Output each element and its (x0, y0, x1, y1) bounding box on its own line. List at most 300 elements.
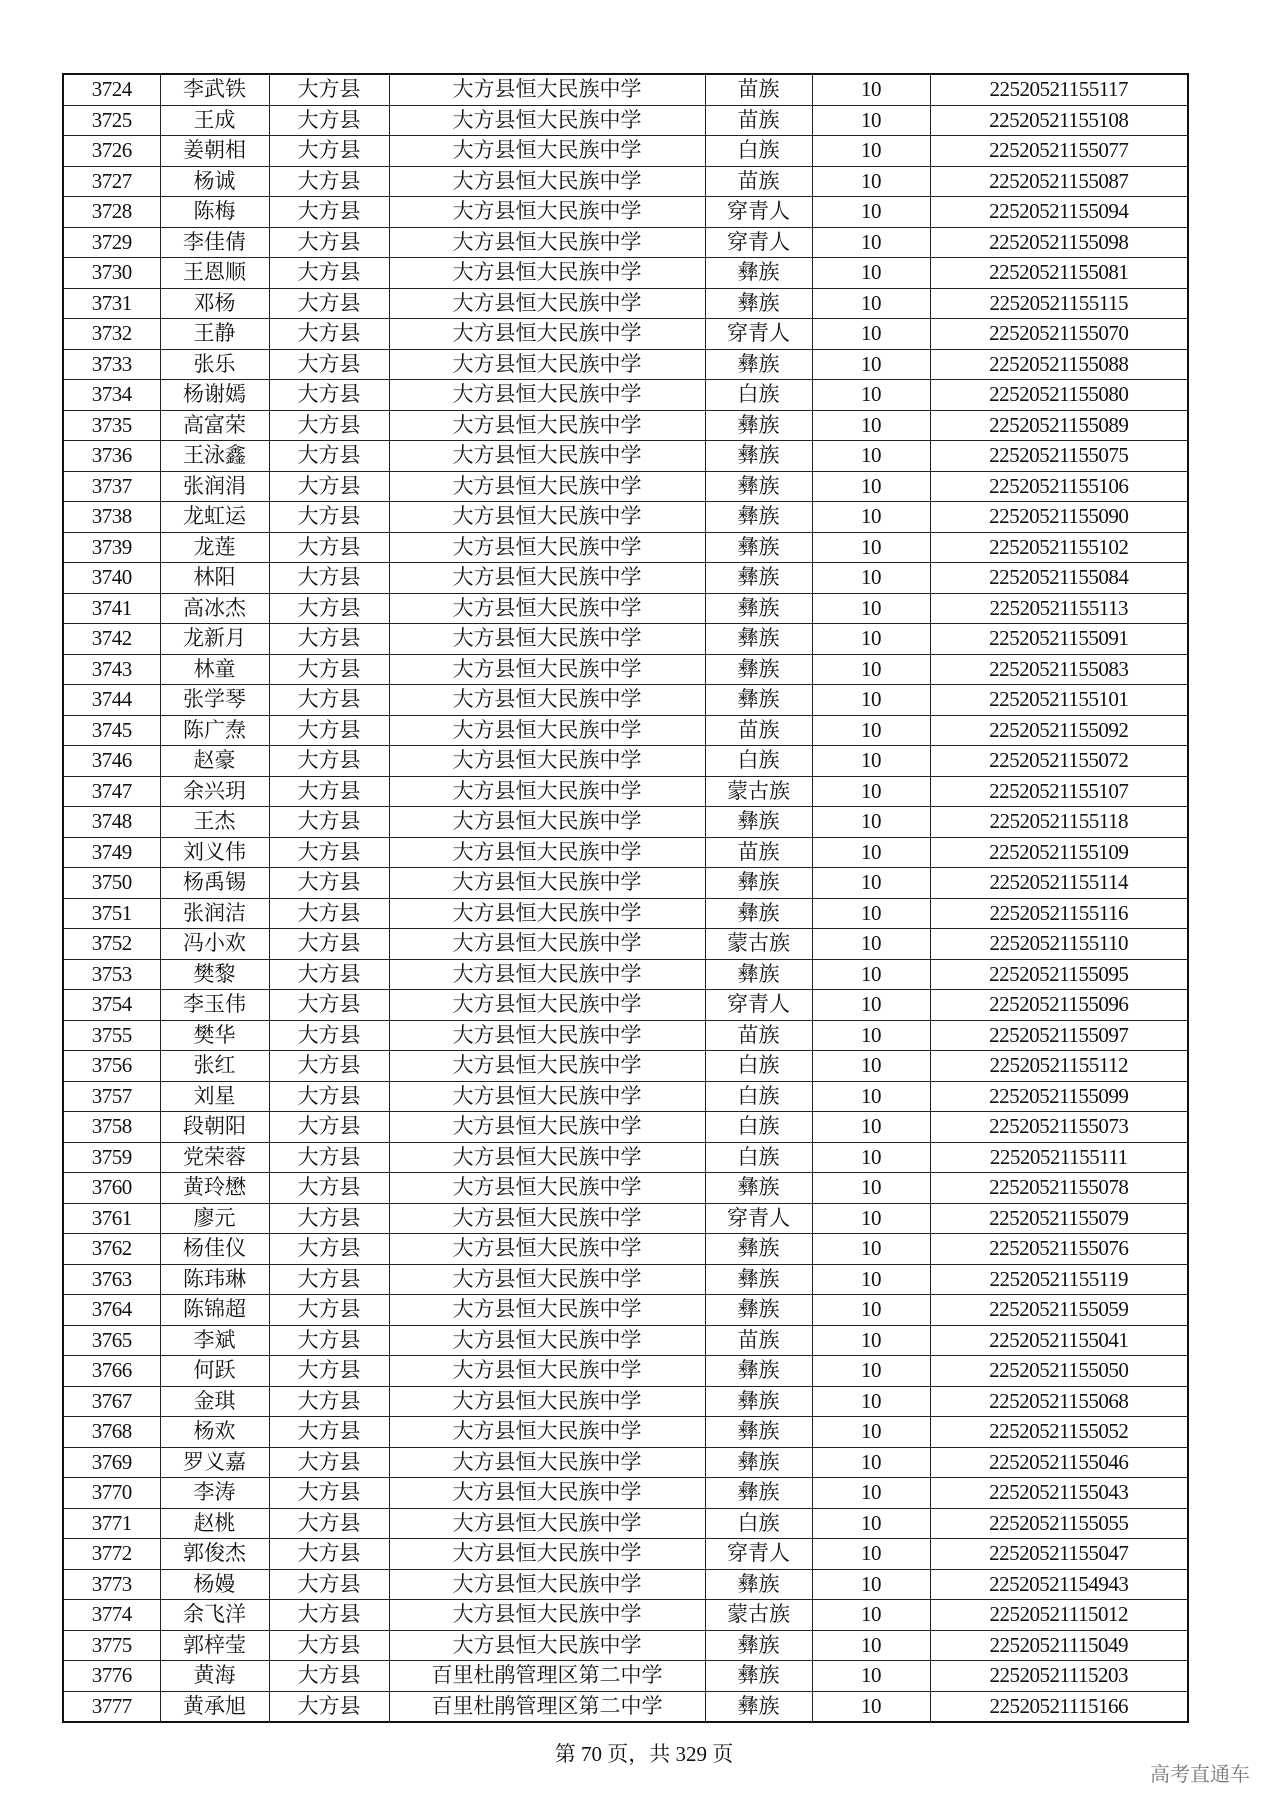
student-name-cell: 杨佳仪 (160, 1234, 269, 1265)
ethnicity-cell: 彝族 (705, 1234, 812, 1265)
grade-score-cell: 10 (812, 258, 930, 289)
table-row (63, 1295, 1188, 1326)
school-cell: 大方县恒大民族中学 (389, 807, 705, 838)
exam-id-cell: 22520521155092 (930, 715, 1188, 746)
table-row (63, 1264, 1188, 1295)
exam-id-cell: 22520521115012 (930, 1600, 1188, 1631)
student-name-cell: 黄承旭 (160, 1691, 269, 1722)
student-name-cell: 樊黎 (160, 959, 269, 990)
student-name-cell: 王静 (160, 319, 269, 350)
table-row (63, 1447, 1188, 1478)
exam-id-cell: 22520521155116 (930, 898, 1188, 929)
student-name-cell: 林阳 (160, 563, 269, 594)
table-row (63, 227, 1188, 258)
table-row (63, 1356, 1188, 1387)
student-list-table (62, 73, 1189, 1723)
row-number-cell: 3724 (63, 74, 160, 105)
student-name-cell: 冯小欢 (160, 929, 269, 960)
ethnicity-cell: 彝族 (705, 1630, 812, 1661)
grade-score-cell: 10 (812, 532, 930, 563)
grade-score-cell: 10 (812, 288, 930, 319)
student-name-cell: 王恩顺 (160, 258, 269, 289)
student-name-cell: 党荣蓉 (160, 1142, 269, 1173)
school-cell: 大方县恒大民族中学 (389, 1173, 705, 1204)
table-row (63, 1234, 1188, 1265)
table-row (63, 410, 1188, 441)
grade-score-cell: 10 (812, 1630, 930, 1661)
ethnicity-cell: 彝族 (705, 1417, 812, 1448)
exam-id-cell: 22520521155089 (930, 410, 1188, 441)
grade-score-cell: 10 (812, 1661, 930, 1692)
row-number-cell: 3774 (63, 1600, 160, 1631)
row-number-cell: 3765 (63, 1325, 160, 1356)
student-name-cell: 张润洁 (160, 898, 269, 929)
county-cell: 大方县 (269, 1508, 389, 1539)
row-number-cell: 3770 (63, 1478, 160, 1509)
student-name-cell: 黄海 (160, 1661, 269, 1692)
student-name-cell: 邓杨 (160, 288, 269, 319)
grade-score-cell: 10 (812, 1600, 930, 1631)
school-cell: 大方县恒大民族中学 (389, 319, 705, 350)
grade-score-cell: 10 (812, 410, 930, 441)
table-row (63, 1539, 1188, 1570)
exam-id-cell: 22520521155052 (930, 1417, 1188, 1448)
watermark: 高考直通车 (1150, 1762, 1250, 1786)
table-row (63, 319, 1188, 350)
ethnicity-cell: 苗族 (705, 74, 812, 105)
exam-id-cell: 22520521115049 (930, 1630, 1188, 1661)
ethnicity-cell: 白族 (705, 136, 812, 167)
table-row (63, 1081, 1188, 1112)
table-row (63, 1325, 1188, 1356)
row-number-cell: 3762 (63, 1234, 160, 1265)
school-cell: 大方县恒大民族中学 (389, 715, 705, 746)
county-cell: 大方县 (269, 1020, 389, 1051)
student-name-cell: 龙虹运 (160, 502, 269, 533)
student-name-cell: 李佳倩 (160, 227, 269, 258)
table-row (63, 380, 1188, 411)
school-cell: 大方县恒大民族中学 (389, 624, 705, 655)
grade-score-cell: 10 (812, 1508, 930, 1539)
grade-score-cell: 10 (812, 1417, 930, 1448)
student-name-cell: 赵桃 (160, 1508, 269, 1539)
county-cell: 大方县 (269, 959, 389, 990)
grade-score-cell: 10 (812, 1691, 930, 1722)
table-row (63, 776, 1188, 807)
county-cell: 大方县 (269, 837, 389, 868)
grade-score-cell: 10 (812, 1142, 930, 1173)
county-cell: 大方县 (269, 1203, 389, 1234)
grade-score-cell: 10 (812, 685, 930, 716)
row-number-cell: 3769 (63, 1447, 160, 1478)
county-cell: 大方县 (269, 105, 389, 136)
ethnicity-cell: 彝族 (705, 258, 812, 289)
school-cell: 大方县恒大民族中学 (389, 746, 705, 777)
county-cell: 大方县 (269, 593, 389, 624)
exam-id-cell: 22520521155075 (930, 441, 1188, 472)
row-number-cell: 3760 (63, 1173, 160, 1204)
table-body (63, 74, 1188, 1722)
table-row (63, 105, 1188, 136)
row-number-cell: 3744 (63, 685, 160, 716)
grade-score-cell: 10 (812, 1539, 930, 1570)
exam-id-cell: 22520521155076 (930, 1234, 1188, 1265)
row-number-cell: 3753 (63, 959, 160, 990)
school-cell: 大方县恒大民族中学 (389, 1081, 705, 1112)
table-row (63, 654, 1188, 685)
grade-score-cell: 10 (812, 1203, 930, 1234)
school-cell: 大方县恒大民族中学 (389, 166, 705, 197)
exam-id-cell: 22520521155073 (930, 1112, 1188, 1143)
ethnicity-cell: 彝族 (705, 685, 812, 716)
ethnicity-cell: 白族 (705, 1081, 812, 1112)
row-number-cell: 3763 (63, 1264, 160, 1295)
ethnicity-cell: 苗族 (705, 166, 812, 197)
row-number-cell: 3748 (63, 807, 160, 838)
school-cell: 大方县恒大民族中学 (389, 1600, 705, 1631)
ethnicity-cell: 蒙古族 (705, 929, 812, 960)
ethnicity-cell: 穿青人 (705, 1203, 812, 1234)
ethnicity-cell: 白族 (705, 1051, 812, 1082)
ethnicity-cell: 彝族 (705, 471, 812, 502)
table-row (63, 898, 1188, 929)
exam-id-cell: 22520521155046 (930, 1447, 1188, 1478)
county-cell: 大方县 (269, 654, 389, 685)
ethnicity-cell: 苗族 (705, 105, 812, 136)
county-cell: 大方县 (269, 349, 389, 380)
county-cell: 大方县 (269, 1630, 389, 1661)
school-cell: 大方县恒大民族中学 (389, 1508, 705, 1539)
row-number-cell: 3776 (63, 1661, 160, 1692)
ethnicity-cell: 彝族 (705, 1264, 812, 1295)
grade-score-cell: 10 (812, 746, 930, 777)
row-number-cell: 3732 (63, 319, 160, 350)
county-cell: 大方县 (269, 441, 389, 472)
county-cell: 大方县 (269, 380, 389, 411)
student-name-cell: 黄玲懋 (160, 1173, 269, 1204)
exam-id-cell: 22520521155081 (930, 258, 1188, 289)
student-name-cell: 王成 (160, 105, 269, 136)
ethnicity-cell: 彝族 (705, 410, 812, 441)
school-cell: 大方县恒大民族中学 (389, 502, 705, 533)
grade-score-cell: 10 (812, 441, 930, 472)
ethnicity-cell: 白族 (705, 1142, 812, 1173)
table-row (63, 258, 1188, 289)
county-cell: 大方县 (269, 1295, 389, 1326)
school-cell: 大方县恒大民族中学 (389, 929, 705, 960)
grade-score-cell: 10 (812, 471, 930, 502)
county-cell: 大方县 (269, 1417, 389, 1448)
table-row (63, 1630, 1188, 1661)
exam-id-cell: 22520521154943 (930, 1569, 1188, 1600)
school-cell: 大方县恒大民族中学 (389, 1630, 705, 1661)
table-row (63, 532, 1188, 563)
county-cell: 大方县 (269, 563, 389, 594)
table-row (63, 471, 1188, 502)
ethnicity-cell: 彝族 (705, 807, 812, 838)
table-row (63, 1600, 1188, 1631)
row-number-cell: 3726 (63, 136, 160, 167)
county-cell: 大方县 (269, 1356, 389, 1387)
exam-id-cell: 22520521155072 (930, 746, 1188, 777)
row-number-cell: 3759 (63, 1142, 160, 1173)
county-cell: 大方县 (269, 1081, 389, 1112)
school-cell: 大方县恒大民族中学 (389, 837, 705, 868)
county-cell: 大方县 (269, 74, 389, 105)
county-cell: 大方县 (269, 624, 389, 655)
exam-id-cell: 22520521155117 (930, 74, 1188, 105)
school-cell: 大方县恒大民族中学 (389, 441, 705, 472)
grade-score-cell: 10 (812, 349, 930, 380)
exam-id-cell: 22520521155059 (930, 1295, 1188, 1326)
row-number-cell: 3775 (63, 1630, 160, 1661)
student-name-cell: 陈梅 (160, 197, 269, 228)
row-number-cell: 3738 (63, 502, 160, 533)
row-number-cell: 3768 (63, 1417, 160, 1448)
row-number-cell: 3758 (63, 1112, 160, 1143)
exam-id-cell: 22520521155087 (930, 166, 1188, 197)
exam-id-cell: 22520521155047 (930, 1539, 1188, 1570)
row-number-cell: 3764 (63, 1295, 160, 1326)
ethnicity-cell: 彝族 (705, 1569, 812, 1600)
school-cell: 大方县恒大民族中学 (389, 1569, 705, 1600)
grade-score-cell: 10 (812, 1295, 930, 1326)
table-row (63, 868, 1188, 899)
ethnicity-cell: 彝族 (705, 349, 812, 380)
school-cell: 大方县恒大民族中学 (389, 1142, 705, 1173)
student-name-cell: 杨欢 (160, 1417, 269, 1448)
table-row (63, 837, 1188, 868)
exam-id-cell: 22520521155109 (930, 837, 1188, 868)
grade-score-cell: 10 (812, 1112, 930, 1143)
row-number-cell: 3751 (63, 898, 160, 929)
row-number-cell: 3741 (63, 593, 160, 624)
school-cell: 大方县恒大民族中学 (389, 471, 705, 502)
student-name-cell: 刘星 (160, 1081, 269, 1112)
ethnicity-cell: 彝族 (705, 563, 812, 594)
county-cell: 大方县 (269, 288, 389, 319)
ethnicity-cell: 苗族 (705, 837, 812, 868)
school-cell: 大方县恒大民族中学 (389, 288, 705, 319)
table-row (63, 502, 1188, 533)
table-row (63, 441, 1188, 472)
ethnicity-cell: 彝族 (705, 868, 812, 899)
county-cell: 大方县 (269, 319, 389, 350)
county-cell: 大方县 (269, 1447, 389, 1478)
table-row (63, 1020, 1188, 1051)
county-cell: 大方县 (269, 1325, 389, 1356)
exam-id-cell: 22520521155102 (930, 532, 1188, 563)
grade-score-cell: 10 (812, 654, 930, 685)
grade-score-cell: 10 (812, 1386, 930, 1417)
ethnicity-cell: 彝族 (705, 532, 812, 563)
ethnicity-cell: 苗族 (705, 1020, 812, 1051)
student-name-cell: 廖元 (160, 1203, 269, 1234)
exam-id-cell: 22520521155106 (930, 471, 1188, 502)
student-name-cell: 杨诚 (160, 166, 269, 197)
ethnicity-cell: 穿青人 (705, 319, 812, 350)
school-cell: 大方县恒大民族中学 (389, 990, 705, 1021)
county-cell: 大方县 (269, 1691, 389, 1722)
exam-id-cell: 22520521155084 (930, 563, 1188, 594)
grade-score-cell: 10 (812, 837, 930, 868)
county-cell: 大方县 (269, 410, 389, 441)
student-name-cell: 姜朝相 (160, 136, 269, 167)
table-row (63, 1112, 1188, 1143)
grade-score-cell: 10 (812, 1264, 930, 1295)
grade-score-cell: 10 (812, 74, 930, 105)
ethnicity-cell: 穿青人 (705, 197, 812, 228)
exam-id-cell: 22520521155077 (930, 136, 1188, 167)
school-cell: 大方县恒大民族中学 (389, 1325, 705, 1356)
exam-id-cell: 22520521155094 (930, 197, 1188, 228)
exam-id-cell: 22520521155108 (930, 105, 1188, 136)
county-cell: 大方县 (269, 258, 389, 289)
ethnicity-cell: 穿青人 (705, 227, 812, 258)
row-number-cell: 3772 (63, 1539, 160, 1570)
exam-id-cell: 22520521155041 (930, 1325, 1188, 1356)
table-row (63, 1508, 1188, 1539)
grade-score-cell: 10 (812, 563, 930, 594)
exam-id-cell: 22520521155113 (930, 593, 1188, 624)
ethnicity-cell: 彝族 (705, 1173, 812, 1204)
school-cell: 百里杜鹃管理区第二中学 (389, 1661, 705, 1692)
school-cell: 大方县恒大民族中学 (389, 685, 705, 716)
student-name-cell: 金琪 (160, 1386, 269, 1417)
student-name-cell: 赵豪 (160, 746, 269, 777)
table-row (63, 1661, 1188, 1692)
student-name-cell: 张红 (160, 1051, 269, 1082)
county-cell: 大方县 (269, 1173, 389, 1204)
row-number-cell: 3752 (63, 929, 160, 960)
student-name-cell: 余飞洋 (160, 1600, 269, 1631)
row-number-cell: 3727 (63, 166, 160, 197)
student-name-cell: 张润涓 (160, 471, 269, 502)
ethnicity-cell: 彝族 (705, 1386, 812, 1417)
student-name-cell: 龙新月 (160, 624, 269, 655)
school-cell: 大方县恒大民族中学 (389, 959, 705, 990)
student-name-cell: 郭梓莹 (160, 1630, 269, 1661)
school-cell: 大方县恒大民族中学 (389, 1020, 705, 1051)
school-cell: 大方县恒大民族中学 (389, 380, 705, 411)
county-cell: 大方县 (269, 1051, 389, 1082)
row-number-cell: 3729 (63, 227, 160, 258)
table-row (63, 715, 1188, 746)
table-row (63, 136, 1188, 167)
exam-id-cell: 22520521155080 (930, 380, 1188, 411)
grade-score-cell: 10 (812, 1569, 930, 1600)
county-cell: 大方县 (269, 1112, 389, 1143)
row-number-cell: 3766 (63, 1356, 160, 1387)
row-number-cell: 3757 (63, 1081, 160, 1112)
student-name-cell: 李玉伟 (160, 990, 269, 1021)
ethnicity-cell: 彝族 (705, 441, 812, 472)
school-cell: 大方县恒大民族中学 (389, 1051, 705, 1082)
exam-id-cell: 22520521155119 (930, 1264, 1188, 1295)
school-cell: 大方县恒大民族中学 (389, 593, 705, 624)
ethnicity-cell: 彝族 (705, 593, 812, 624)
county-cell: 大方县 (269, 990, 389, 1021)
county-cell: 大方县 (269, 898, 389, 929)
school-cell: 大方县恒大民族中学 (389, 1295, 705, 1326)
grade-score-cell: 10 (812, 715, 930, 746)
school-cell: 大方县恒大民族中学 (389, 1447, 705, 1478)
row-number-cell: 3736 (63, 441, 160, 472)
student-name-cell: 陈锦超 (160, 1295, 269, 1326)
table-row (63, 197, 1188, 228)
table-row (63, 349, 1188, 380)
row-number-cell: 3754 (63, 990, 160, 1021)
row-number-cell: 3739 (63, 532, 160, 563)
grade-score-cell: 10 (812, 959, 930, 990)
county-cell: 大方县 (269, 868, 389, 899)
exam-id-cell: 22520521155095 (930, 959, 1188, 990)
ethnicity-cell: 穿青人 (705, 990, 812, 1021)
student-name-cell: 樊华 (160, 1020, 269, 1051)
grade-score-cell: 10 (812, 807, 930, 838)
county-cell: 大方县 (269, 776, 389, 807)
row-number-cell: 3737 (63, 471, 160, 502)
student-name-cell: 陈广焘 (160, 715, 269, 746)
exam-id-cell: 22520521155070 (930, 319, 1188, 350)
table-row (63, 1569, 1188, 1600)
exam-id-cell: 22520521155098 (930, 227, 1188, 258)
table-row (63, 807, 1188, 838)
student-name-cell: 龙莲 (160, 532, 269, 563)
exam-id-cell: 22520521155055 (930, 1508, 1188, 1539)
school-cell: 大方县恒大民族中学 (389, 1203, 705, 1234)
county-cell: 大方县 (269, 1569, 389, 1600)
exam-id-cell: 22520521155090 (930, 502, 1188, 533)
county-cell: 大方县 (269, 1539, 389, 1570)
grade-score-cell: 10 (812, 990, 930, 1021)
exam-id-cell: 22520521155078 (930, 1173, 1188, 1204)
student-name-cell: 刘义伟 (160, 837, 269, 868)
grade-score-cell: 10 (812, 776, 930, 807)
exam-id-cell: 22520521155110 (930, 929, 1188, 960)
exam-id-cell: 22520521155079 (930, 1203, 1188, 1234)
ethnicity-cell: 彝族 (705, 288, 812, 319)
grade-score-cell: 10 (812, 227, 930, 258)
table-row (63, 1417, 1188, 1448)
county-cell: 大方县 (269, 1386, 389, 1417)
grade-score-cell: 10 (812, 1234, 930, 1265)
row-number-cell: 3731 (63, 288, 160, 319)
grade-score-cell: 10 (812, 1173, 930, 1204)
row-number-cell: 3733 (63, 349, 160, 380)
page-number: 第 70 页，共 329 页 (554, 1742, 734, 1766)
county-cell: 大方县 (269, 197, 389, 228)
student-name-cell: 高冰杰 (160, 593, 269, 624)
table-row (63, 593, 1188, 624)
school-cell: 大方县恒大民族中学 (389, 1478, 705, 1509)
row-number-cell: 3725 (63, 105, 160, 136)
grade-score-cell: 10 (812, 868, 930, 899)
table-row (63, 685, 1188, 716)
ethnicity-cell: 彝族 (705, 1295, 812, 1326)
ethnicity-cell: 彝族 (705, 1661, 812, 1692)
county-cell: 大方县 (269, 746, 389, 777)
student-name-cell: 林童 (160, 654, 269, 685)
school-cell: 大方县恒大民族中学 (389, 227, 705, 258)
table-row (63, 166, 1188, 197)
student-name-cell: 何跃 (160, 1356, 269, 1387)
school-cell: 大方县恒大民族中学 (389, 898, 705, 929)
table-row (63, 1203, 1188, 1234)
exam-id-cell: 22520521115166 (930, 1691, 1188, 1722)
school-cell: 大方县恒大民族中学 (389, 1386, 705, 1417)
ethnicity-cell: 穿青人 (705, 1539, 812, 1570)
